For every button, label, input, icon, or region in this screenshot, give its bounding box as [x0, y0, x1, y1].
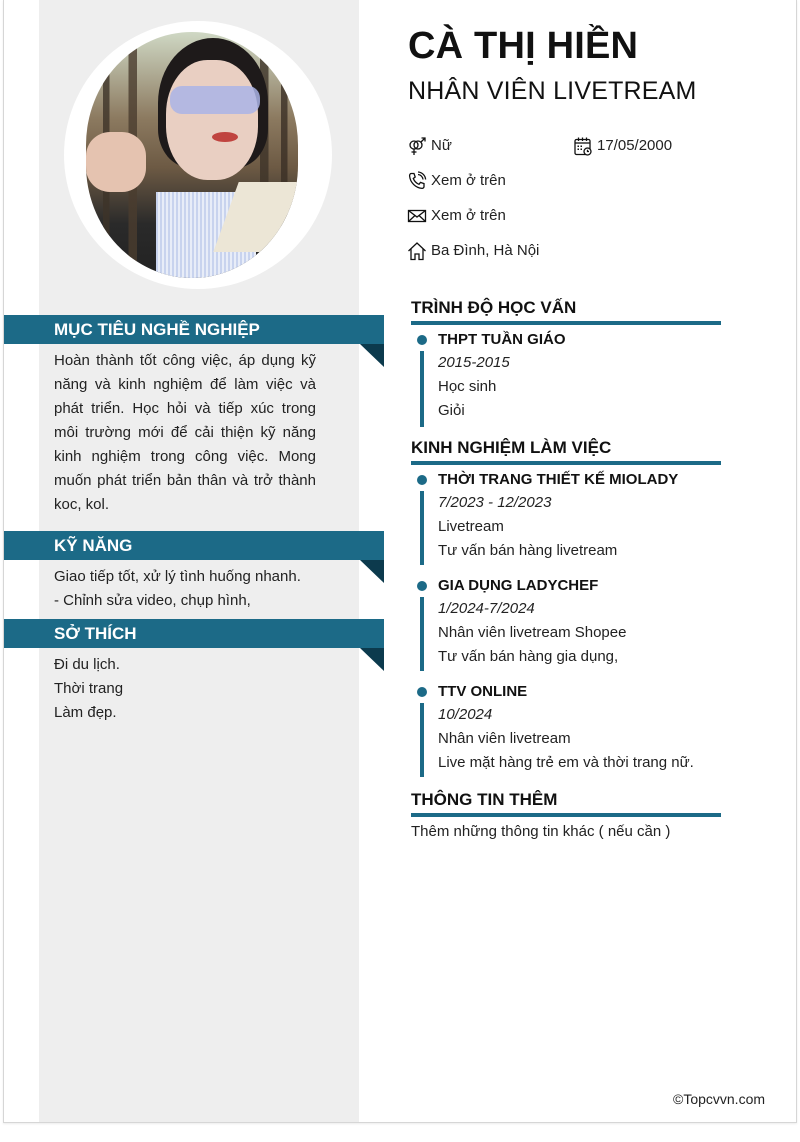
experience-detail: Tư vấn bán hàng gia dụng, [438, 648, 619, 665]
experience-detail: Tư vấn bán hàng livetream [438, 542, 618, 559]
copyright: ©Topcvvn.com [673, 1091, 766, 1107]
avatar [86, 32, 298, 278]
education-period: 2015-2015 [438, 354, 510, 371]
address-value: Ba Đình, Hà Nội [431, 242, 540, 259]
email-info [407, 206, 506, 226]
experience-period: 10/2024 [438, 706, 493, 723]
ribbon-fold [360, 648, 384, 671]
timeline-line [420, 597, 424, 671]
gender-icon [407, 136, 427, 156]
hobbies-header: SỞ THÍCH [4, 619, 384, 648]
company-name: TTV ONLINE [438, 683, 528, 700]
birthday-value: 17/05/2000 [597, 137, 673, 154]
experience-role: Livetream [438, 518, 504, 535]
company-name: THỜI TRANG THIẾT KẾ MIOLADY [438, 471, 679, 488]
school-name: THPT TUẦN GIÁO [438, 331, 566, 348]
experience-header: KINH NGHIỆM LÀM VIỆC [411, 437, 721, 465]
skill-item: Giao tiếp tốt, xử lý tình huống nhanh. [54, 568, 301, 585]
experience-period: 7/2023 - 12/2023 [438, 494, 552, 511]
gender-value: Nữ [431, 137, 452, 154]
skills-header: KỸ NĂNG [4, 531, 384, 560]
timeline-dot [417, 687, 427, 697]
ribbon-fold [360, 344, 384, 367]
experience-entry [411, 471, 721, 566]
mail-icon [407, 206, 427, 226]
hobby-item: Thời trang [54, 680, 124, 697]
email-value: Xem ở trên [431, 207, 506, 224]
birthday-info [573, 136, 672, 156]
phone-icon [407, 171, 427, 191]
hobby-item: Làm đẹp. [54, 704, 117, 721]
experience-entry [411, 577, 721, 672]
hobbies-list [54, 653, 316, 725]
timeline-dot [417, 475, 427, 485]
objective-header: MỤC TIÊU NGHỀ NGHIỆP [4, 315, 384, 344]
job-title: NHÂN VIÊN LIVETREAM [408, 77, 697, 105]
experience-period: 1/2024-7/2024 [438, 600, 535, 617]
experience-detail: Live mặt hàng trẻ em và thời trang nữ. [438, 754, 694, 771]
education-entry [411, 331, 721, 426]
education-header: TRÌNH ĐỘ HỌC VẤN [411, 297, 721, 325]
calendar-icon [573, 136, 593, 156]
skill-item: - Chỉnh sửa video, chụp hình, [54, 592, 251, 609]
company-name: GIA DỤNG LADYCHEF [438, 577, 599, 594]
phone-info [407, 171, 506, 191]
timeline-line [420, 491, 424, 565]
hobby-item: Đi du lịch. [54, 656, 120, 673]
education-detail: Giỏi [438, 402, 465, 419]
address-info [407, 241, 539, 261]
education-role: Học sinh [438, 378, 497, 395]
experience-role: Nhân viên livetream [438, 730, 571, 747]
gender-info [407, 136, 452, 156]
objective-text: Hoàn thành tốt công việc, áp dụng kỹ năng và kinh nghiệm để làm việc và phát triển. Học hỏi và tiếp xúc trong môi trường mới để cải thiện kỹ năng kinh nghiệm trong công việc. Mong muốn phát triển bản thân và trở thành koc, kol. [54, 352, 316, 513]
timeline-line [420, 703, 424, 777]
timeline-dot [417, 581, 427, 591]
timeline-dot [417, 335, 427, 345]
experience-entry [411, 683, 721, 778]
skills-list [54, 565, 316, 613]
ribbon-fold [360, 560, 384, 583]
phone-value: Xem ở trên [431, 172, 506, 189]
candidate-name: CÀ THỊ HIỀN [408, 25, 639, 67]
timeline-line [420, 351, 424, 427]
additional-text: Thêm những thông tin khác ( nếu cần ) [411, 823, 671, 840]
home-icon [407, 241, 427, 261]
experience-role: Nhân viên livetream Shopee [438, 624, 627, 641]
additional-header: THÔNG TIN THÊM [411, 789, 721, 817]
